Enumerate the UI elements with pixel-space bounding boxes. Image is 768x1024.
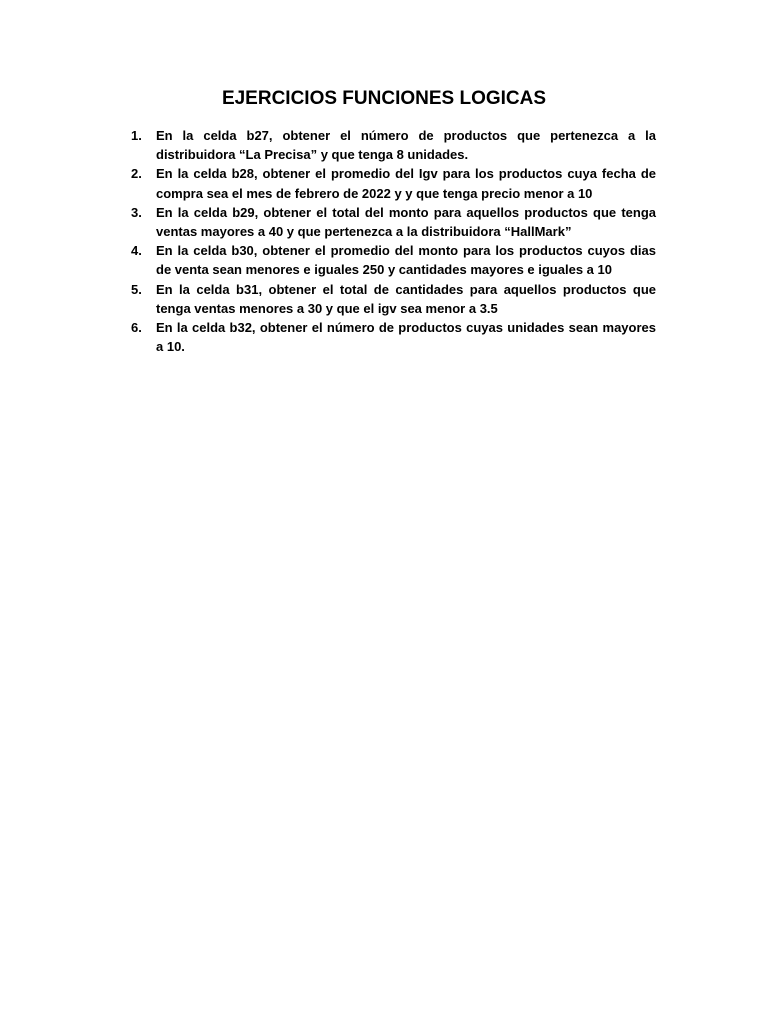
list-item xyxy=(131,164,656,202)
list-item xyxy=(131,318,656,356)
list-item xyxy=(131,280,656,318)
list-item-text: En la celda b30, obtener el promedio del monto para los productos cuyos dias de venta sean menores e iguales 250 y cantidades mayores e iguales a 10 xyxy=(156,243,656,278)
list-item xyxy=(131,126,656,164)
list-item-text: En la celda b28, obtener el promedio del Igv para los productos cuya fecha de compra sea el mes de febrero de 2022 y y que tenga precio menor a 10 xyxy=(156,166,656,201)
list-item-text: En la celda b27, obtener el número de productos que pertenezca a la distribuidora “La Precisa” y que tenga 8 unidades. xyxy=(156,128,656,163)
list-item xyxy=(131,241,656,279)
list-item-number: 1. xyxy=(131,128,142,143)
document-title: EJERCICIOS FUNCIONES LOGICAS xyxy=(221,88,547,109)
list-item-number: 3. xyxy=(131,204,142,220)
list-item xyxy=(131,203,656,241)
list-item-text: En la celda b29, obtener el total del monto para aquellos productos que tenga ventas mayores a 40 y que pertenezca a la distribuidora “HallMark” xyxy=(156,204,656,240)
list-item-number: 5. xyxy=(131,281,142,297)
list-item-text: En la celda b32, obtener el número de productos cuyas unidades sean mayores a 10. xyxy=(156,320,656,355)
list-item-number: 6. xyxy=(131,320,142,336)
exercise-list xyxy=(131,126,656,356)
list-item-text: En la celda b31, obtener el total de cantidades para aquellos productos que tenga ventas menores a 30 y que el igv sea menor a 3.5 xyxy=(156,281,656,316)
list-item-number: 2. xyxy=(131,166,142,182)
list-item-number: 4. xyxy=(131,243,142,259)
